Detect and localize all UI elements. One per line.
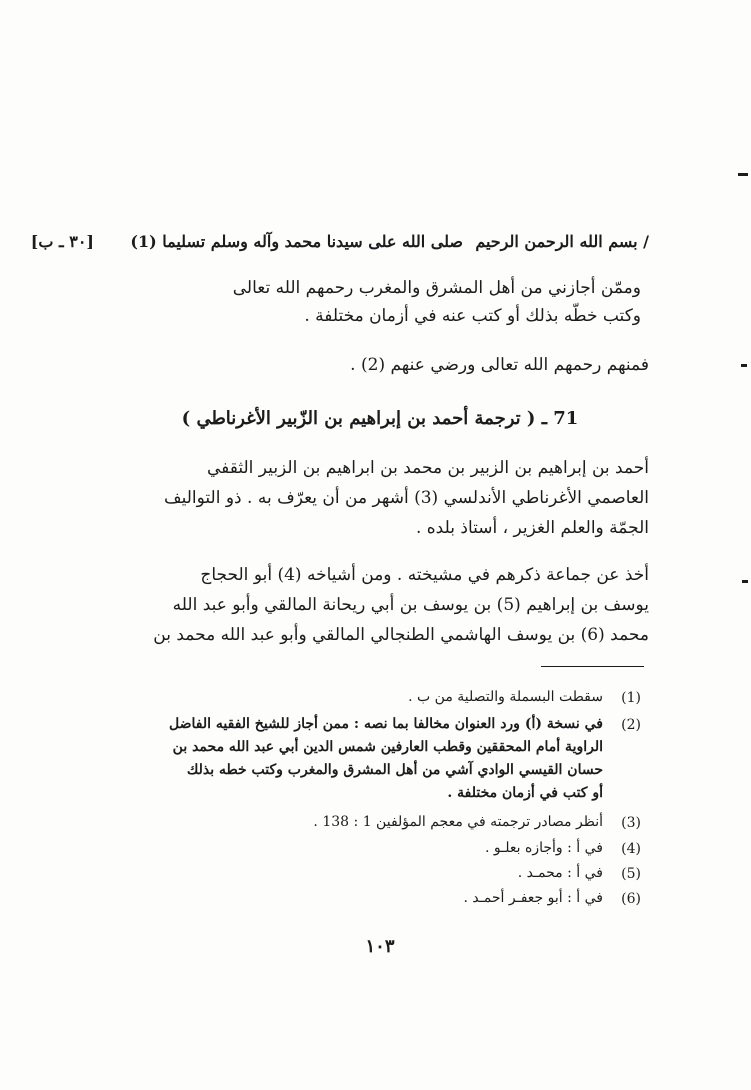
footnote-number: (2) xyxy=(621,717,641,733)
footnote-line: أنظر مصادر ترجمته في معجم المؤلفين 1 : 138 . xyxy=(313,814,603,830)
footnote-number: (1) xyxy=(621,690,641,706)
body-line: محمد (6) بن يوسف الهاشمي الطنجالي المالقي وأبو عبد الله محمد بن xyxy=(153,625,649,645)
footnote-line: حسان القيسي الوادي آشي من أهل المشرق والمغرب وكتب خطه بذلك xyxy=(186,762,603,778)
body-line: يوسف بن إبراهيم (5) بن يوسف بن أبي ريحانة المالقي وأبو عبد الله xyxy=(172,595,649,615)
margin-mark xyxy=(738,173,748,176)
footnote-rule xyxy=(541,666,644,667)
body-line: الجمّة والعلم الغزير ، أستاذ بلده . xyxy=(415,518,649,538)
footnote-line: في نسخة (أ) ورد العنوان مخالفا بما نصه : ممن أجاز للشيخ الفقيه الفاضل xyxy=(169,716,603,732)
footnote-number: (4) xyxy=(621,841,641,857)
footnote-number: (3) xyxy=(621,815,641,831)
body-line: أحمد بن إبراهيم بن الزبير بن محمد بن ابراهيم بن الزبير الثقفي xyxy=(207,458,649,478)
footnote-line: في أ : أبو جعفـر أحمـد . xyxy=(463,890,603,906)
footnote-line: أو كتب في أزمان مختلفة . xyxy=(447,785,603,801)
footnote-line: في أ : محمـد . xyxy=(517,865,603,881)
folio-marker: [٣٠ ـ ب] xyxy=(30,232,94,251)
footnote-line: الراوية أمام المحققين وقطب العارفين شمس الدين أبي عبد الله محمد بن xyxy=(172,739,603,755)
basmala: / بسم الله الرحمن الرحيم xyxy=(475,232,649,251)
intro-line: وكتب خطّه بذلك أو كتب عنه في أزمان مختلفة . xyxy=(304,306,641,326)
body-line: العاصمي الأغرناطي الأندلسي (3) أشهر من أن يعرّف به . ذو التواليف xyxy=(164,488,649,508)
body-line: أخذ عن جماعة ذكرهم في مشيخته . ومن أشياخه (4) أبو الحجاج xyxy=(200,565,649,585)
footnote-line: في أ : وأجازه بعلـو . xyxy=(485,840,603,856)
footnote-number: (5) xyxy=(621,866,641,882)
page-number: ١٠٣ xyxy=(365,936,395,957)
section-heading: 71 ـ ( ترجمة أحمد بن إبراهيم بن الزّبير الأغرناطي ) xyxy=(181,408,579,429)
footnote-line: سقطت البسملة والتصلية من ب . xyxy=(408,689,603,705)
intro-line: وممّن أجازني من أهل المشرق والمغرب رحمهم الله تعالى xyxy=(232,278,641,298)
margin-mark xyxy=(741,364,747,367)
footnote-number: (6) xyxy=(621,891,641,907)
intro-end: فمنهم رحمهم الله تعالى ورضي عنهم (2) . xyxy=(350,355,649,375)
salutation: صلى الله على سيدنا محمد وآله وسلم تسليما (1) xyxy=(130,232,463,251)
margin-mark xyxy=(742,580,748,583)
